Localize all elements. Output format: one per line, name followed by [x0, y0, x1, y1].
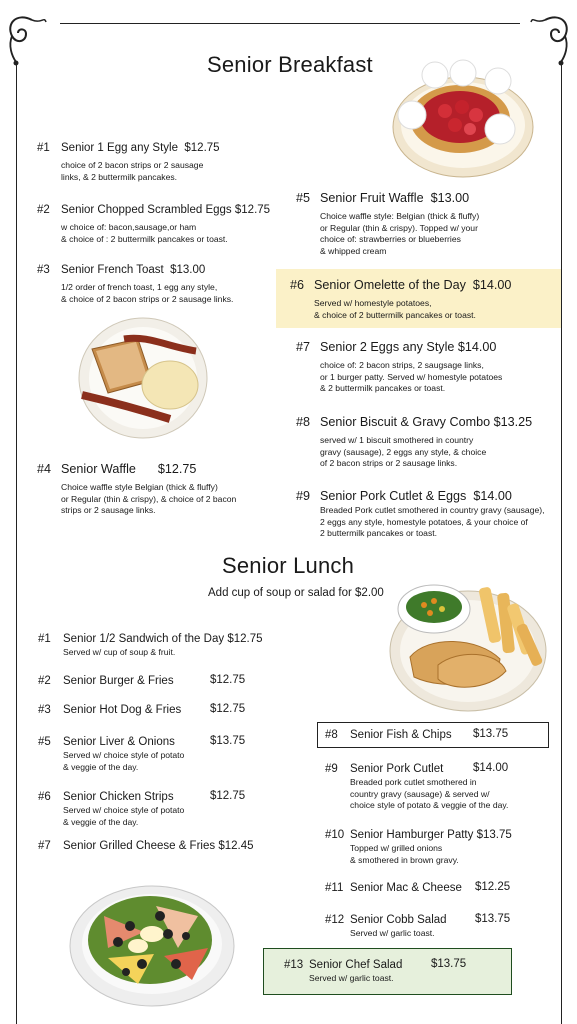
item-name: Senior 2 Eggs any Style [320, 340, 455, 354]
item-description: Breaded pork cutlet smothered in country gravy (sausage) & served w/ choice style of potato & veggie of the day. [350, 777, 509, 810]
item-name: Senior Pork Cutlet & Eggs [320, 489, 467, 503]
item-name: Senior Burger & Fries [63, 675, 174, 687]
item-description: choice of: 2 bacon strips, 2 saugsage links, or 1 burger patty. Served w/ homestyle potatoes & 2 buttermilk pancakes or toast. [320, 360, 503, 393]
chef-salad-photo [68, 876, 236, 1010]
lunch-item-1 [38, 632, 263, 659]
item-description: Served w/ choice style of potato & veggie of the day. [63, 805, 185, 827]
item-description: Topped w/ grilled onions & smothered in brown gravy. [350, 843, 459, 865]
breakfast-item-9 [296, 489, 545, 540]
breakfast-item-7 [296, 340, 502, 395]
item-number: #1 [38, 633, 51, 645]
item-number: #7 [38, 840, 51, 852]
item-description: 1/2 order of french toast, 1 egg any style, & choice of 2 bacon strips or 2 sausage links. [61, 282, 234, 304]
lunch-item-10 [325, 828, 512, 866]
lunch-item-5 [38, 735, 184, 773]
lunch-item-11-price: $12.25 [475, 881, 511, 893]
lunch-item-13-price: $13.75 [431, 958, 467, 970]
item-number: #12 [325, 914, 345, 926]
item-number: #3 [38, 704, 51, 716]
lunch-item-12 [325, 913, 447, 940]
lunch-item-12-price: $13.75 [475, 913, 511, 925]
frame-left-border [16, 62, 17, 1024]
item-description: Served w/ homestyle potatoes, & choice of 2 buttermilk pancakes or toast. [314, 298, 476, 320]
item-number: #2 [38, 675, 51, 687]
lunch-item-8-price: $13.75 [473, 728, 509, 740]
ornament-swirl-left-icon [2, 6, 48, 68]
lunch-item-3-price: $12.75 [210, 703, 246, 715]
item-number: #7 [296, 340, 311, 354]
item-name: Senior Fish & Chips [350, 729, 452, 741]
item-number: #3 [37, 264, 50, 276]
item-description: Served w/ choice style of potato & veggie of the day. [63, 750, 185, 772]
strawberry-waffle-photo [390, 45, 536, 179]
item-description: Served w/ garlic toast. [309, 973, 394, 983]
frame-top-border [60, 23, 520, 24]
item-price: $13.00 [430, 191, 470, 205]
item-price: $12.75 [184, 142, 220, 154]
item-description: choice of 2 bacon strips or 2 sausage links, & 2 buttermilk pancakes. [61, 160, 204, 182]
item-name: Senior French Toast [61, 264, 164, 276]
item-name: Senior Chopped Scrambled Eggs [61, 204, 232, 216]
item-description: Choice waffle style Belgian (thick & fluffy) or Regular (thin & crispy), & choice of 2 bacon strips or 2 sausage links. [61, 482, 237, 515]
item-price: $14.00 [457, 340, 497, 354]
item-price: $12.75 [234, 204, 271, 216]
item-number: #13 [284, 959, 304, 971]
item-name: Senior Chef Salad [309, 959, 403, 971]
item-price: $13.25 [493, 415, 533, 429]
item-price: $14.00 [472, 278, 512, 292]
lunch-item-9-price: $14.00 [473, 762, 509, 774]
item-number: #10 [325, 829, 345, 841]
item-description: Breaded Pork cutlet smothered in country gravy (sausage), 2 eggs any style, homestyle potatoes, & your choice of 2 buttermilk pancakes or toast. [320, 505, 545, 538]
item-price: $12.45 [218, 840, 254, 852]
lunch-item-7 [38, 839, 254, 853]
item-number: #6 [290, 278, 305, 292]
lunch-item-2-price: $12.75 [210, 674, 246, 686]
item-description: served w/ 1 biscuit smothered in country gravy (sausage), 2 eggs any style, & choice of 2 bacon strips or 2 sausage links. [320, 435, 487, 468]
lunch-subtitle: Add cup of soup or salad for $2.00 [208, 587, 384, 599]
item-name: Senior Mac & Cheese [350, 882, 462, 894]
item-number: #4 [37, 462, 52, 476]
item-price: $13.00 [170, 264, 206, 276]
item-number: #11 [325, 882, 344, 894]
item-description: Served w/ cup of soup & fruit. [63, 647, 176, 657]
item-number: #1 [37, 142, 50, 154]
item-description: w choice of: bacon,sausage,or ham & choice of : 2 buttermilk pancakes or toast. [61, 222, 228, 244]
item-name: Senior Fruit Waffle [320, 191, 424, 205]
lunch-title: Senior Lunch [222, 553, 355, 578]
lunch-item-13 [284, 958, 402, 985]
breakfast-item-2 [37, 203, 270, 245]
item-name: Senior 1/2 Sandwich of the Day [63, 633, 225, 645]
item-price: $12.75 [227, 633, 263, 645]
item-name: Senior Cobb Salad [350, 914, 447, 926]
breakfast-item-4 [37, 462, 236, 517]
item-name: Senior Liver & Onions [63, 736, 175, 748]
item-price: $13.75 [476, 829, 512, 841]
item-name: Senior Chicken Strips [63, 791, 174, 803]
item-number: #2 [37, 204, 50, 216]
item-name: Senior Biscuit & Gravy Combo [320, 415, 491, 429]
french-toast-bacon-photo [78, 317, 208, 439]
item-description: Choice waffle style: Belgian (thick & fluffy) or Regular (thin & crispy). Topped w/ your choice of: strawberries or blueberries & whipped cream [320, 211, 480, 256]
lunch-item-3 [38, 703, 181, 717]
item-number: #5 [296, 191, 311, 205]
item-number: #9 [325, 763, 338, 775]
item-name: Senior Grilled Cheese & Fries [63, 840, 216, 852]
breakfast-item-5 [296, 191, 479, 257]
breakfast-title: Senior Breakfast [207, 52, 373, 77]
item-number: #8 [296, 415, 311, 429]
item-name: Senior 1 Egg any Style [61, 142, 178, 154]
lunch-item-2 [38, 674, 174, 688]
frame-right-border [561, 62, 562, 1024]
breakfast-item-8 [296, 415, 532, 470]
lunch-item-8 [325, 728, 452, 742]
item-number: #5 [38, 736, 51, 748]
breakfast-item-6 [290, 278, 511, 321]
item-name: Senior Pork Cutlet [350, 763, 444, 775]
item-number: #9 [296, 489, 311, 503]
lunch-item-6 [38, 790, 184, 828]
lunch-item-11 [325, 881, 462, 895]
item-name: Senior Hot Dog & Fries [63, 704, 182, 716]
item-name: Senior Omelette of the Day [314, 278, 466, 292]
breakfast-item-1 [37, 141, 220, 183]
item-number: #6 [38, 791, 51, 803]
item-name: Senior Waffle [61, 462, 136, 476]
item-price: $14.00 [473, 489, 512, 503]
lunch-item-6-price: $12.75 [210, 790, 246, 802]
lunch-item-5-price: $13.75 [210, 735, 246, 747]
breakfast-item-3 [37, 263, 233, 305]
item-number: #8 [325, 729, 338, 741]
item-description: Served w/ garlic toast. [350, 928, 435, 938]
item-price: $12.75 [157, 462, 197, 476]
fish-and-chips-photo [388, 579, 548, 713]
item-name: Senior Hamburger Patty [350, 829, 474, 841]
